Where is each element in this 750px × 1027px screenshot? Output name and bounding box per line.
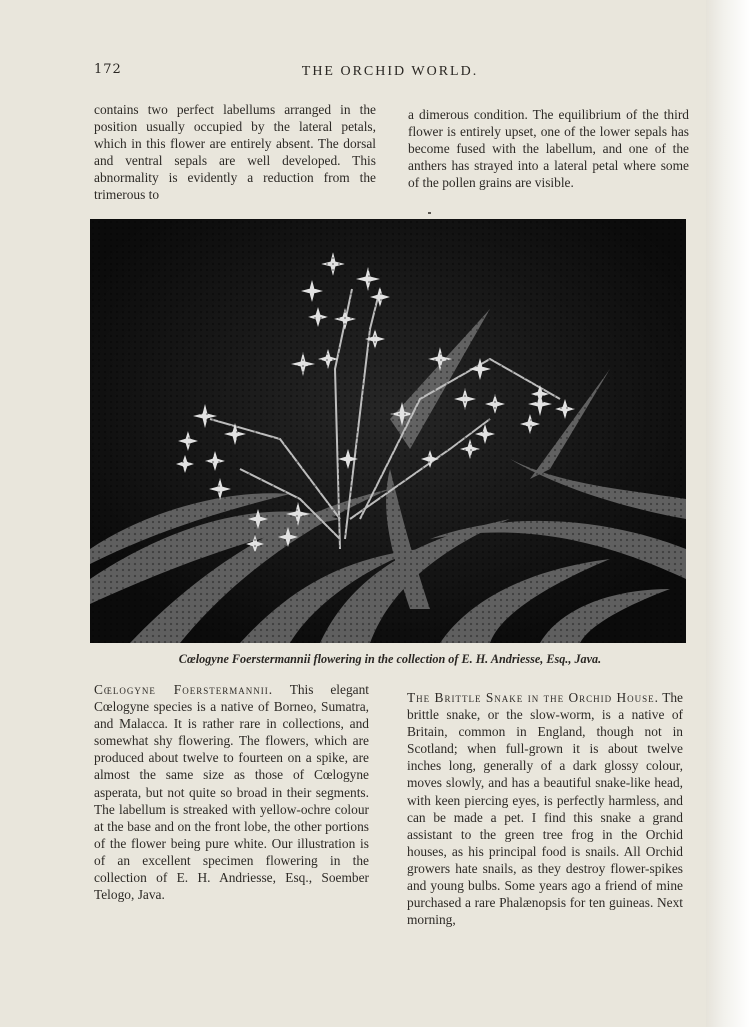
orchid-photograph-image [90,219,686,643]
page-edge [706,0,750,1027]
page-number: 172 [94,62,122,77]
article-coelogyne-heading: Cœlogyne Foerstermannii. [94,682,274,697]
running-head: THE ORCHID WORLD. [301,64,479,79]
orchid-photograph [90,219,686,643]
article-coelogyne-body: This elegant Cœlogyne species is a native of Borneo, Sumatra, and Malacca. It is rather rare in collections, and somewhat shy flowering. The flowers, which are produced about twelve to fourteen on a spike, are almost the same size as those of Cœlogyne asperata, but not quite so broad in their segments. The labellum is streaked with yellow-ochre colour at the base and on the front lobe, the other portions of the flower being pure white. Our illustration is of an excellent specimen flowering in the collection of E. H. Andriesse, Esq., Soember Telogo, Java. [94,682,369,903]
article-coelogyne [94,681,369,903]
figure-caption: Cœlogyne Foerstermannii flowering in the collection of E. H. Andriesse, Esq., Java. [178,652,602,666]
ink-speck [428,212,431,214]
article-brittle-snake-body: The brittle snake, or the slow-worm, is a native of Britain, common in England, though not in Scotland; when full-grown it is about twelve inches long, generally of a dark glossy colour, moves slowly, and has a beautiful snake-like head, with keen piercing eyes, is perfectly harmless, and can be made a pet. I find this snake a grand assistant to the green tree frog in the Orchid houses, as his principal food is snails. All Orchid growers hate snails, as they destroy flower-spikes and young bulbs. Some years ago a friend of mine purchased a rare Phalænopsis for ten guineas. Next morning, [407,690,684,928]
top-left-column: contains two perfect labellums arranged in the position usually occupied by the lateral petals, which in this flower are entirely absent. The dorsal and ventral sepals are well developed. This abnormality is evidently a reduction from the trimerous to [94,102,376,203]
top-right-column: a dimerous condition. The equilibrium of the third flower is entirely upset, one of the lower sepals has become fused with the labellum, and one of the anthers has strayed into a lateral petal where some of the pollen grains are visible. [408,107,689,191]
article-brittle-snake [407,689,683,928]
article-brittle-snake-heading: The Brittle Snake in the Orchid House. [407,690,660,705]
